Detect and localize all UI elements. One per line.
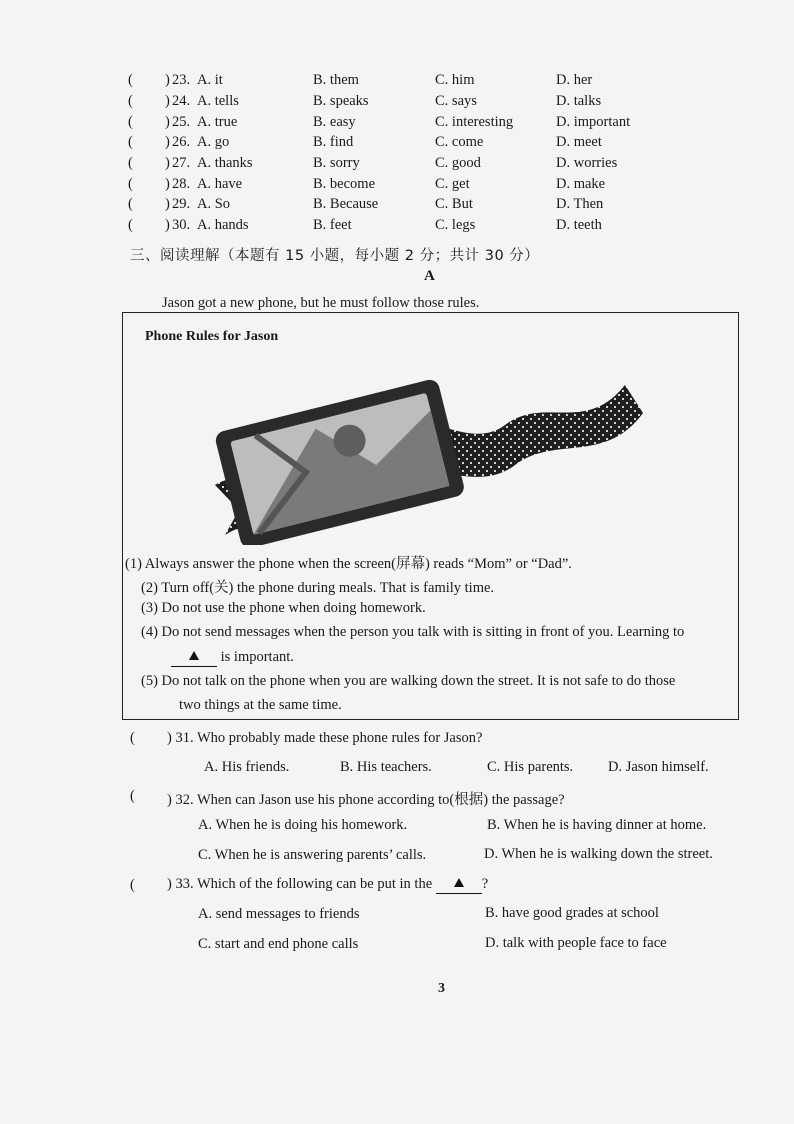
option-c: C. When he is answering parents’ calls. <box>198 847 427 863</box>
rule-5: (5) Do not talk on the phone when you are walking down the street. It is not safe to do those <box>141 673 676 689</box>
rule-4: (4) Do not send messages when the person you talk with is sitting in front of you. Learning to <box>141 624 685 640</box>
answer-paren-open: ( <box>128 93 133 109</box>
option-c: C. him <box>435 72 475 88</box>
option-b: B. easy <box>313 114 356 130</box>
answer-paren-close: ) <box>167 876 172 892</box>
answer-paren-open: ( <box>128 155 133 171</box>
question-number: 26. <box>172 134 191 150</box>
option-a: A. When he is doing his homework. <box>198 817 408 833</box>
cloze-row <box>0 155 794 175</box>
question-number: 33. <box>175 876 194 892</box>
option-b: B. sorry <box>313 155 360 171</box>
cloze-row <box>0 72 794 92</box>
option-d: D. make <box>556 176 606 192</box>
answer-paren-close: ) <box>167 792 172 808</box>
page-number: 3 <box>438 981 445 996</box>
question-number: 25. <box>172 114 191 130</box>
rules-box-title: Phone Rules for Jason <box>145 329 279 344</box>
option-c: C. interesting <box>435 114 514 130</box>
option-a: A. go <box>197 134 230 150</box>
answer-paren-open: ( <box>130 788 135 804</box>
option-b: B. find <box>313 134 354 150</box>
option-b: B. them <box>313 72 359 88</box>
question-number: 30. <box>172 217 191 233</box>
cloze-row <box>0 114 794 134</box>
option-c: C. good <box>435 155 481 171</box>
rule-4-end: is important. <box>220 649 294 665</box>
answer-paren-open: ( <box>128 217 133 233</box>
question-number: 29. <box>172 196 191 212</box>
passage-intro: Jason got a new phone, but he must follow those rules. <box>162 295 480 311</box>
question-32 <box>167 788 565 809</box>
option-d: D. When he is walking down the street. <box>484 846 713 862</box>
answer-paren-open: ( <box>130 877 135 893</box>
rule-3: (3) Do not use the phone when doing homework. <box>141 600 426 616</box>
option-c: C. His parents. <box>487 759 574 775</box>
triangle-icon <box>454 878 464 887</box>
answer-paren-close: ) <box>167 730 172 746</box>
option-b: B. have good grades at school <box>485 905 659 921</box>
option-a: A. hands <box>197 217 249 233</box>
question-stem-end: ? <box>481 876 489 892</box>
option-b: B. His teachers. <box>340 759 432 775</box>
question-stem: When can Jason use his phone according to(根据) the passage? <box>196 792 565 808</box>
option-a: A. it <box>197 72 223 88</box>
option-d: D. important <box>556 114 631 130</box>
option-b: B. When he is having dinner at home. <box>487 817 707 833</box>
option-c: C. legs <box>435 217 476 233</box>
answer-paren-close: ) <box>165 155 170 171</box>
option-a: A. thanks <box>197 155 253 171</box>
answer-paren-close: ) <box>165 176 170 192</box>
answer-paren-close: ) <box>165 114 170 130</box>
question-stem: Who probably made these phone rules for Jason? <box>196 730 483 746</box>
option-d: D. worries <box>556 155 618 171</box>
rule-5-continued: two things at the same time. <box>179 697 342 713</box>
question-number: 31. <box>175 730 194 746</box>
rule-1: (1) Always answer the phone when the screen(屏幕) reads “Mom” or “Dad”. <box>125 556 572 572</box>
section-title: 三、阅读理解（本题有 15 小题，每小题 2 分；共计 30 分） <box>130 248 540 264</box>
option-d: D. her <box>556 72 593 88</box>
rules-box <box>122 312 739 720</box>
option-a: A. true <box>197 114 238 130</box>
cloze-row <box>0 217 794 237</box>
option-b: B. become <box>313 176 376 192</box>
answer-paren-open: ( <box>128 114 133 130</box>
cloze-row <box>0 93 794 113</box>
option-b: B. Because <box>313 196 379 212</box>
question-number: 27. <box>172 155 191 171</box>
answer-blank <box>436 876 482 894</box>
rule-4-continued <box>171 649 294 667</box>
question-stem: Which of the following can be put in the <box>196 876 433 892</box>
question-number: 23. <box>172 72 191 88</box>
option-b: B. speaks <box>313 93 369 109</box>
cloze-row <box>0 196 794 216</box>
option-c: C. get <box>435 176 470 192</box>
cloze-row <box>0 176 794 196</box>
option-a: A. send messages to friends <box>198 906 360 922</box>
option-c: C. start and end phone calls <box>198 936 359 952</box>
option-d: D. talks <box>556 93 602 109</box>
answer-blank <box>171 649 217 667</box>
option-a: A. have <box>197 176 243 192</box>
question-number: 24. <box>172 93 191 109</box>
option-c: C. says <box>435 93 477 109</box>
answer-paren-open: ( <box>128 134 133 150</box>
option-d: D. teeth <box>556 217 602 233</box>
answer-paren-open: ( <box>128 176 133 192</box>
option-c: C. come <box>435 134 484 150</box>
option-a: A. tells <box>197 93 239 109</box>
passage-letter: A <box>424 268 435 284</box>
answer-paren-close: ) <box>165 72 170 88</box>
option-c: C. But <box>435 196 473 212</box>
option-a: A. His friends. <box>204 759 290 775</box>
question-33 <box>167 876 488 894</box>
triangle-icon <box>189 651 199 660</box>
option-d: D. Jason himself. <box>608 759 709 775</box>
option-d: D. meet <box>556 134 602 150</box>
answer-paren-open: ( <box>128 72 133 88</box>
option-b: B. feet <box>313 217 352 233</box>
rule-2: (2) Turn off(关) the phone during meals. That is family time. <box>141 580 495 596</box>
question-number: 32. <box>175 792 194 808</box>
answer-paren-close: ) <box>165 196 170 212</box>
cloze-row <box>0 134 794 154</box>
answer-paren-close: ) <box>165 134 170 150</box>
question-31 <box>167 730 482 747</box>
option-a: A. So <box>197 196 231 212</box>
option-d: D. Then <box>556 196 604 212</box>
answer-paren-close: ) <box>165 217 170 233</box>
answer-paren-open: ( <box>130 730 135 746</box>
answer-paren-close: ) <box>165 93 170 109</box>
option-d: D. talk with people face to face <box>485 935 667 951</box>
answer-paren-open: ( <box>128 196 133 212</box>
question-number: 28. <box>172 176 191 192</box>
phone-illustration <box>205 365 645 545</box>
